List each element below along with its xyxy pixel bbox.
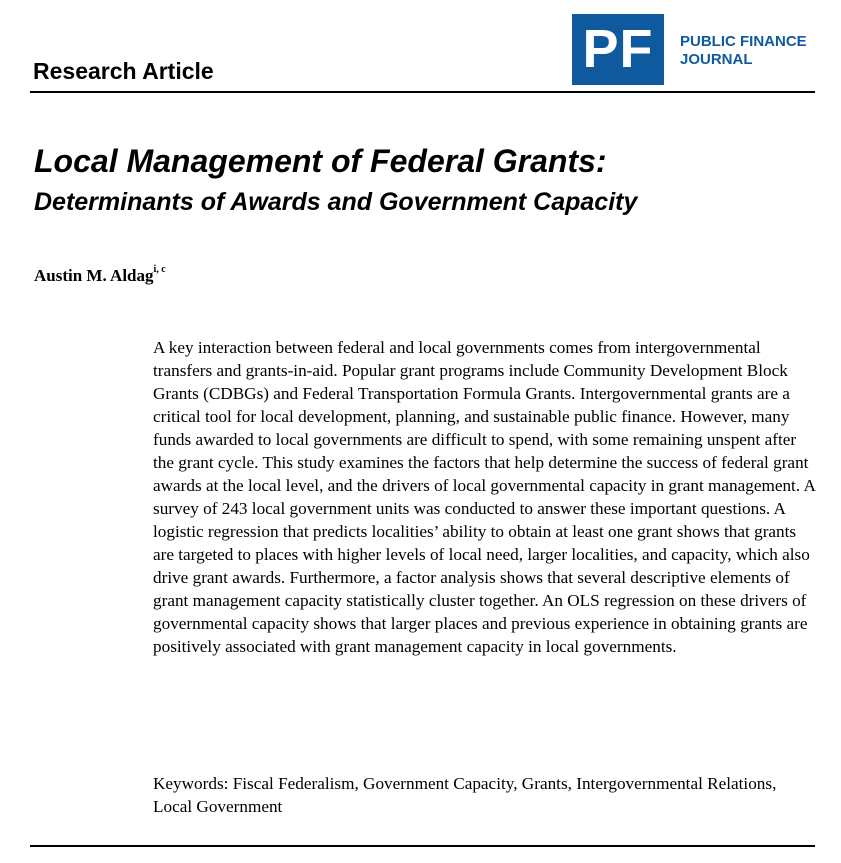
author-affiliation: i, c [153, 264, 166, 275]
article-type-heading: Research Article [33, 58, 214, 84]
journal-name-line2: JOURNAL [680, 51, 753, 68]
article-title: Local Management of Federal Grants: [34, 143, 607, 179]
journal-logo-letters: PF [582, 19, 654, 79]
footer-divider [30, 845, 815, 847]
abstract-text: A key interaction between federal and local governments comes from intergovernmental transfers and grants-in-aid. Popular grant programs include Community Development Block Grants (CDBGs) and Federal Transportation Formula Grants. Intergovernmental grants are a critical tool for local development, planning, and sustainable public finance. However, many funds awarded to local governments are difficult to spend, with some remaining unspent after the grant cycle. This study examines the factors that help determine the success of federal grant awards at the local level, and the drivers of local governmental capacity in grant management. A survey of 243 local government units was conducted to answer these important questions. A logistic regression that predicts localities’ ability to obtain at least one grant shows that grants are targeted to places with higher levels of local need, larger localities, and capacity, which also drive grant awards. Furthermore, a factor analysis shows that several descriptive elements of grant management capacity statistically cluster together. An OLS regression on these drivers of governmental capacity shows that larger places and previous experience in obtaining grants are positively associated with grant management capacity in local governments. [153, 338, 815, 656]
journal-logo [572, 14, 664, 85]
keywords-text: Keywords: Fiscal Federalism, Government Capacity, Grants, Intergovernmental Relations, Local Government [153, 774, 777, 816]
journal-name [680, 33, 830, 69]
article-subtitle: Determinants of Awards and Government Capacity [34, 188, 638, 216]
author-name: Austin M. Aldag [34, 266, 154, 285]
journal-name-line1: PUBLIC FINANCE [680, 33, 807, 50]
author-line [34, 266, 166, 286]
header-divider [30, 91, 815, 93]
